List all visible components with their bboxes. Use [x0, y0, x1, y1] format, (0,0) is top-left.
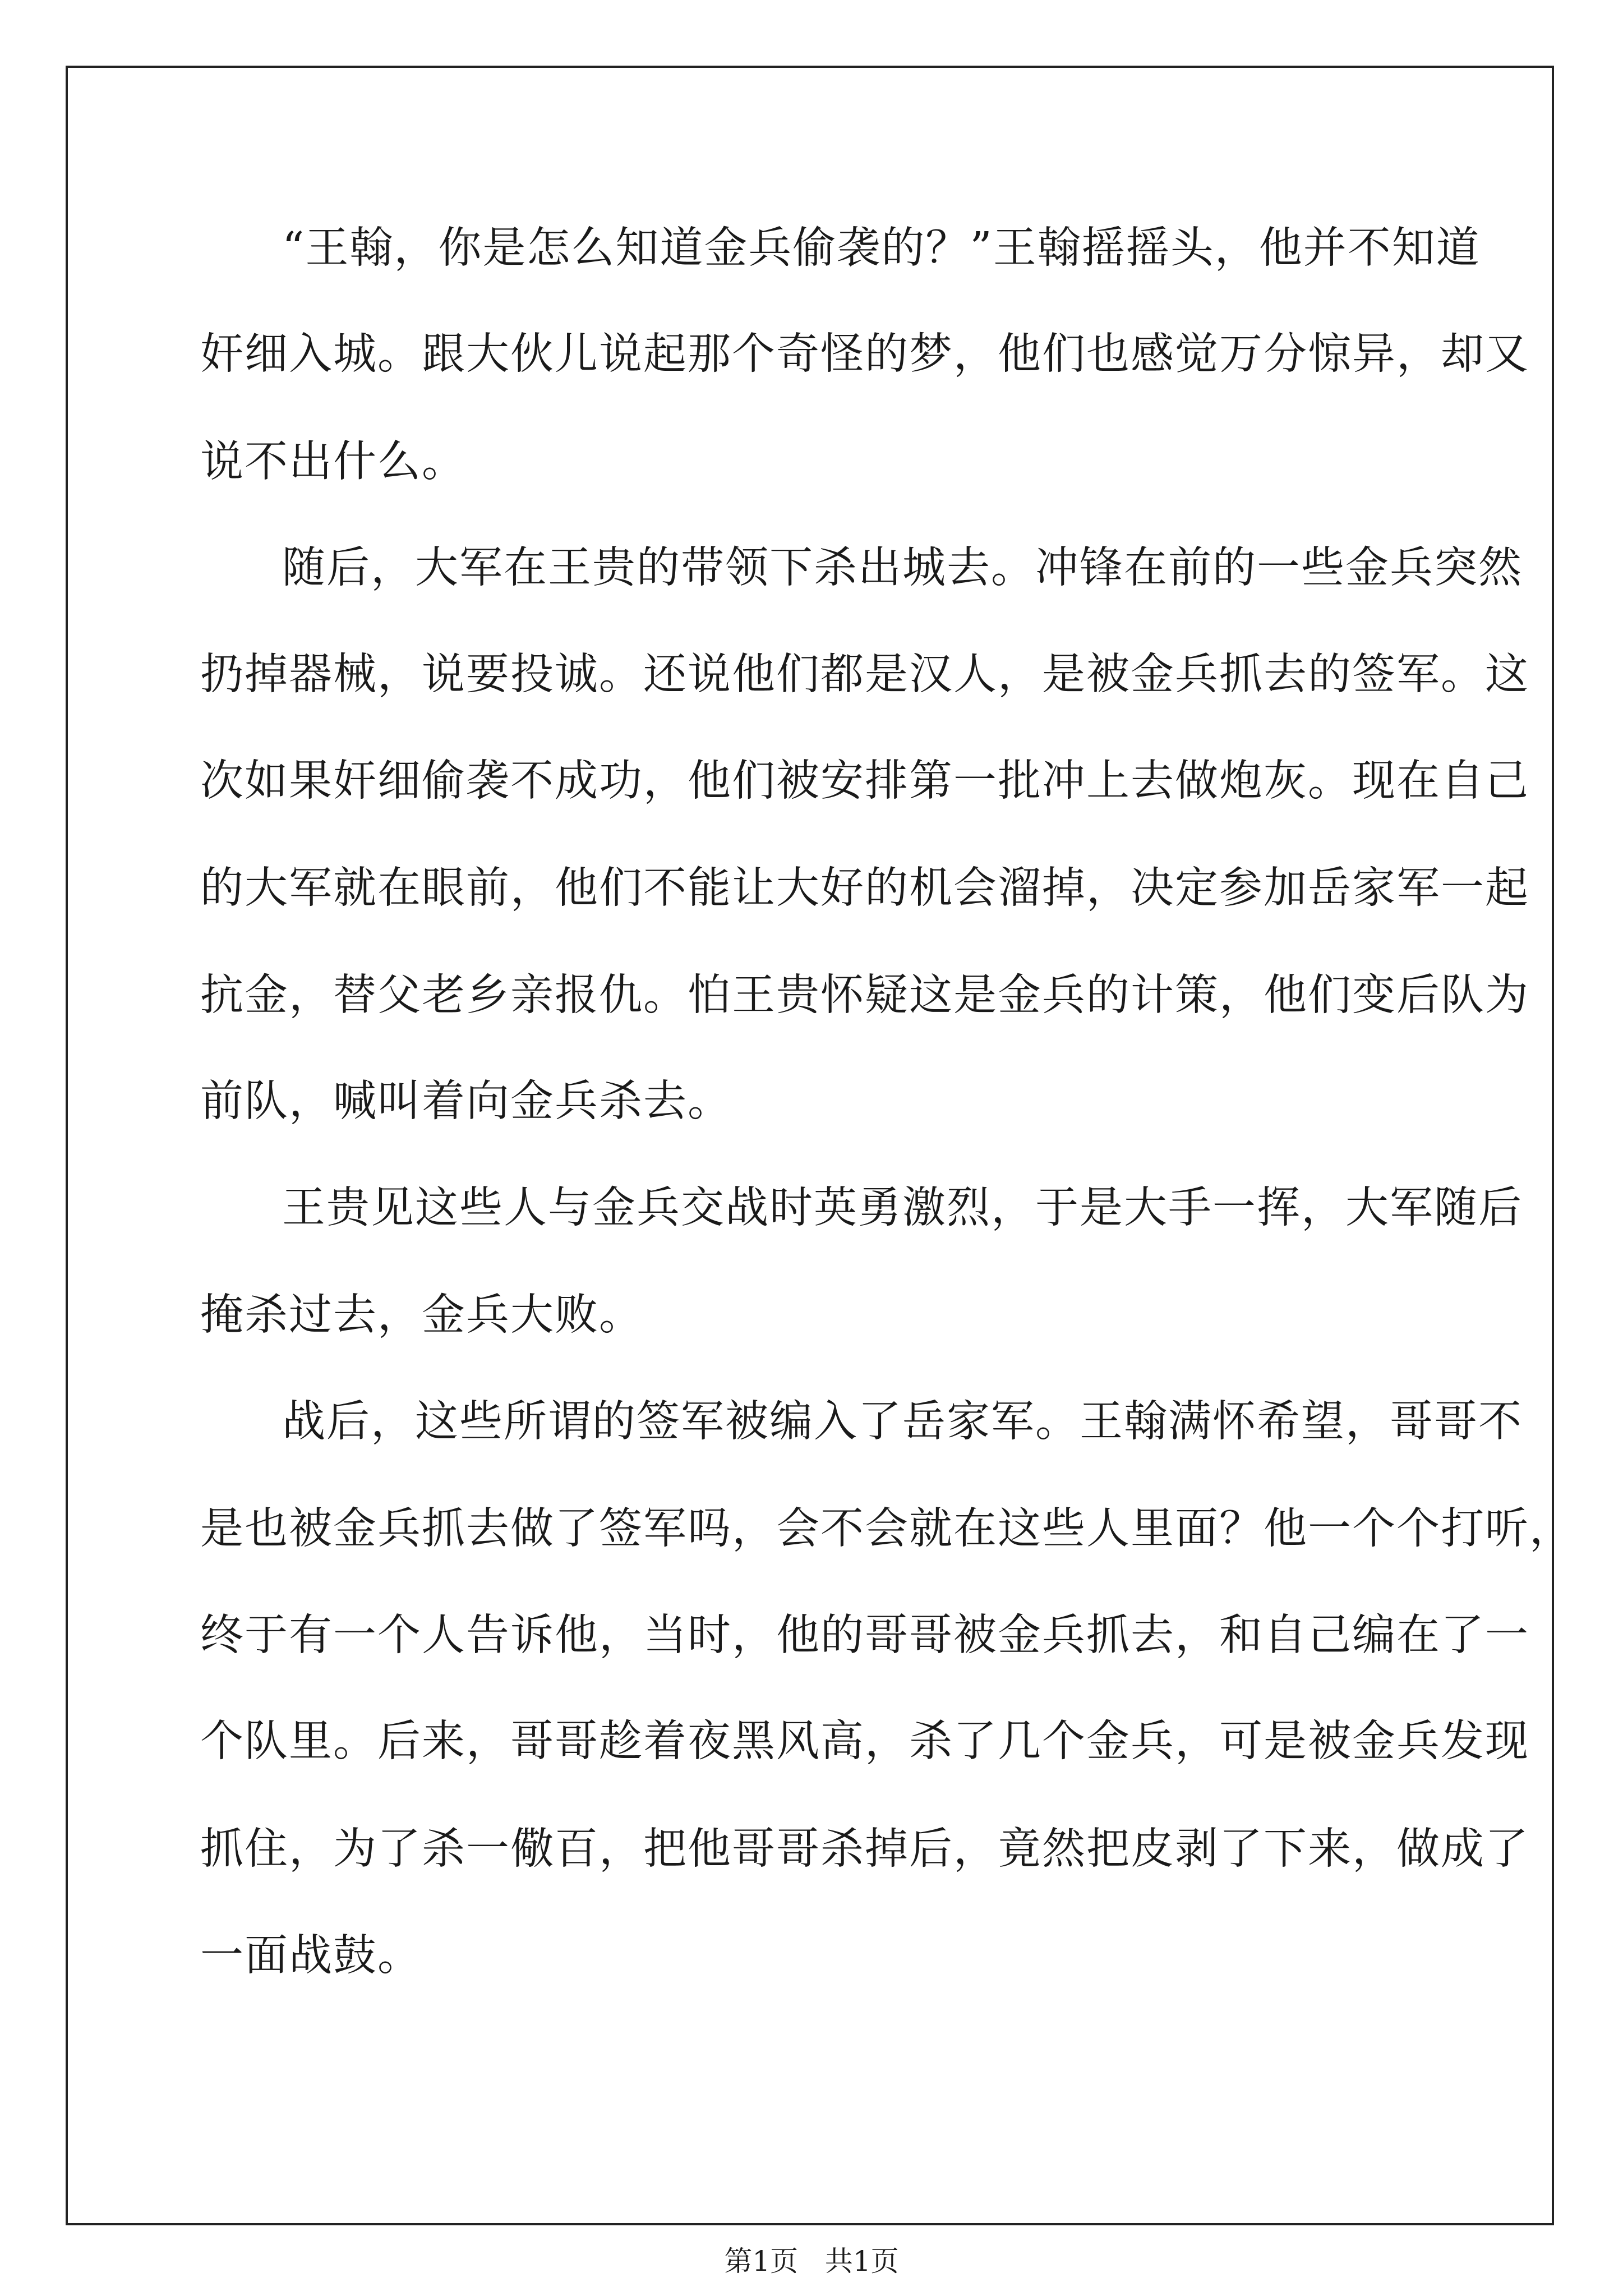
paragraph-4-line-4: 个队里。后来，哥哥趁着夜黑风高，杀了几个金兵，可是被金兵发现 — [200, 1717, 1529, 1766]
paragraph-2-line-1: 随后，大军在王贵的带领下杀出城去。冲锋在前的一些金兵突然 — [282, 543, 1523, 593]
paragraph-3-line-1: 王贵见这些人与金兵交战时英勇激烈，于是大手一挥，大军随后 — [282, 1183, 1523, 1233]
paragraph-4-line-2: 是也被金兵抓去做了签军吗，会不会就在这些人里面？他一个个打听， — [200, 1504, 1574, 1554]
paragraph-1-line-3: 说不出什么。 — [200, 437, 466, 487]
page-number: 第1页 — [724, 2245, 799, 2277]
paragraph-1-line-2: 奸细入城。跟大伙儿说起那个奇怪的梦，他们也感觉万分惊异，却又 — [200, 329, 1529, 379]
paragraph-2-line-2: 扔掉器械，说要投诚。还说他们都是汉人，是被金兵抓去的签军。这 — [200, 650, 1529, 700]
paragraph-4-line-1: 战后，这些所谓的签军被编入了岳家军。王翰满怀希望，哥哥不 — [282, 1397, 1523, 1447]
paragraph-4-line-6: 一面战鼓。 — [200, 1931, 422, 1981]
paragraph-2-line-3: 次如果奸细偷袭不成功，他们被安排第一批冲上去做炮灰。现在自己 — [200, 756, 1529, 806]
paragraph-3-line-2: 掩杀过去，金兵大败。 — [200, 1290, 643, 1340]
paragraph-2-line-6: 前队，喊叫着向金兵杀去。 — [200, 1076, 732, 1126]
paragraph-4-line-3: 终于有一个人告诉他，当时，他的哥哥被金兵抓去，和自己编在了一 — [200, 1611, 1529, 1660]
page-footer — [0, 2244, 1623, 2278]
page-border — [66, 66, 1574, 2225]
paragraph-4-line-5: 抓住，为了杀一儆百，把他哥哥杀掉后，竟然把皮剥了下来，做成了 — [200, 1824, 1529, 1874]
paragraph-2-line-5: 抗金，替父老乡亲报仇。怕王贵怀疑这是金兵的计策，他们变后队为 — [200, 970, 1529, 1020]
paragraph-1-line-1: “王翰，你是怎么知道金兵偷袭的？”王翰摇摇头，他并不知道 — [282, 223, 1481, 273]
paragraph-2-line-4: 的大军就在眼前，他们不能让大好的机会溜掉，决定参加岳家军一起 — [200, 863, 1529, 913]
page-total: 共1页 — [824, 2245, 899, 2277]
